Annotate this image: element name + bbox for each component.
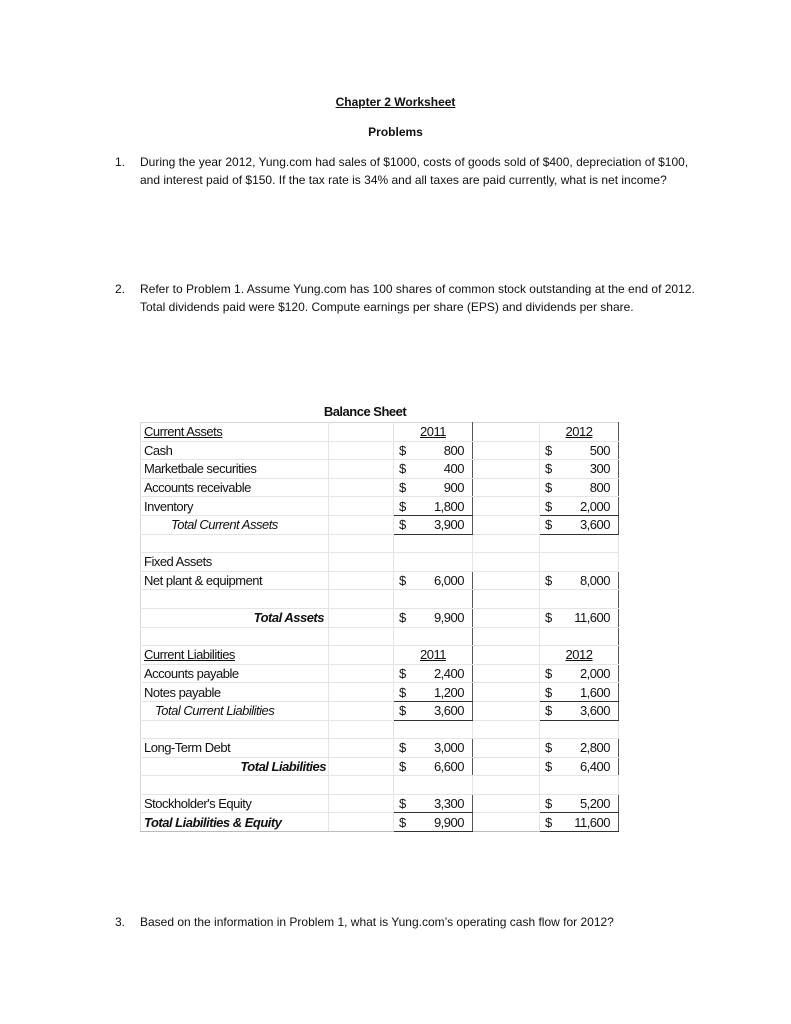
table-row bbox=[141, 794, 619, 813]
table-row bbox=[141, 646, 619, 665]
currency-symbol: $ bbox=[540, 497, 563, 516]
currency-symbol: $ bbox=[540, 683, 563, 702]
problem-text: Based on the information in Problem 1, what is Yung.com’s operating cash flow for 2012? bbox=[140, 915, 614, 929]
row-label: Total Liabilities & Equity bbox=[141, 813, 329, 832]
row-label: Fixed Assets bbox=[141, 553, 329, 572]
currency-symbol: $ bbox=[540, 739, 563, 758]
value-2012: 11,600 bbox=[562, 608, 619, 627]
row-label: Total Current Assets bbox=[141, 515, 329, 534]
currency-symbol: $ bbox=[394, 683, 417, 702]
value-2012: 1,600 bbox=[562, 683, 619, 702]
value-2011: 3,600 bbox=[416, 701, 473, 720]
currency-symbol: $ bbox=[394, 664, 417, 683]
value-2011: 900 bbox=[416, 478, 473, 497]
value-2011: 6,600 bbox=[416, 757, 473, 776]
table-row bbox=[141, 553, 619, 572]
value-2011: 6,000 bbox=[416, 571, 473, 590]
value-2012: 6,400 bbox=[562, 757, 619, 776]
row-label: Current Assets bbox=[141, 423, 329, 442]
currency-symbol: $ bbox=[394, 739, 417, 758]
table-row bbox=[141, 534, 619, 553]
currency-symbol: $ bbox=[394, 460, 417, 479]
row-label: Accounts receivable bbox=[141, 478, 329, 497]
row-label: Marketbale securities bbox=[141, 460, 329, 479]
currency-symbol: $ bbox=[394, 813, 417, 832]
value-2012: 3,600 bbox=[562, 515, 619, 534]
table-row bbox=[141, 571, 619, 590]
problem-2 bbox=[115, 280, 710, 316]
row-label: Inventory bbox=[141, 497, 329, 516]
row-label: Long-Term Debt bbox=[141, 739, 329, 758]
row-label: Net plant & equipment bbox=[141, 571, 329, 590]
value-2011: 2,400 bbox=[416, 664, 473, 683]
problem-text: During the year 2012, Yung.com had sales of $1000, costs of goods sold of $400, depreciation of $100, and interest paid of $150. If the tax rate is 34% and all taxes are paid currently, what is net income? bbox=[140, 155, 689, 187]
table-row bbox=[141, 460, 619, 479]
currency-symbol: $ bbox=[394, 794, 417, 813]
table-row bbox=[141, 720, 619, 739]
value-2012: 5,200 bbox=[562, 794, 619, 813]
currency-symbol: $ bbox=[394, 608, 417, 627]
value-2011: 9,900 bbox=[416, 608, 473, 627]
row-label: Total Liabilities bbox=[141, 757, 329, 776]
value-2012: 500 bbox=[562, 441, 619, 460]
currency-symbol: $ bbox=[540, 794, 563, 813]
row-label: Cash bbox=[141, 441, 329, 460]
table-row bbox=[141, 478, 619, 497]
balance-sheet-table bbox=[140, 422, 619, 832]
currency-symbol: $ bbox=[394, 441, 417, 460]
table-row bbox=[141, 423, 619, 442]
table-row bbox=[141, 515, 619, 534]
row-label: Total Current Liabilities bbox=[141, 701, 329, 720]
currency-symbol: $ bbox=[394, 757, 417, 776]
row-label: Current Liabilities bbox=[141, 646, 329, 665]
currency-symbol: $ bbox=[394, 497, 417, 516]
currency-symbol: $ bbox=[394, 571, 417, 590]
currency-symbol: $ bbox=[540, 571, 563, 590]
value-2012: 2,000 bbox=[562, 664, 619, 683]
row-label: Stockholder's Equity bbox=[141, 794, 329, 813]
year-2012-header: 2012 bbox=[540, 423, 619, 442]
value-2011: 1,200 bbox=[416, 683, 473, 702]
table-row bbox=[141, 776, 619, 795]
problem-number: 3. bbox=[115, 915, 126, 929]
currency-symbol: $ bbox=[540, 608, 563, 627]
value-2011: 400 bbox=[416, 460, 473, 479]
table-row bbox=[141, 813, 619, 832]
currency-symbol: $ bbox=[540, 664, 563, 683]
row-label: Notes payable bbox=[141, 683, 329, 702]
currency-symbol: $ bbox=[540, 757, 563, 776]
table-row bbox=[141, 757, 619, 776]
currency-symbol: $ bbox=[394, 515, 417, 534]
value-2011: 9,900 bbox=[416, 813, 473, 832]
problem-1 bbox=[115, 153, 710, 189]
value-2011: 800 bbox=[416, 441, 473, 460]
currency-symbol: $ bbox=[394, 701, 417, 720]
problem-number: 1. bbox=[115, 155, 126, 169]
year-2012-header: 2012 bbox=[540, 646, 619, 665]
currency-symbol: $ bbox=[394, 478, 417, 497]
table-row bbox=[141, 497, 619, 516]
value-2012: 8,000 bbox=[562, 571, 619, 590]
currency-symbol: $ bbox=[540, 701, 563, 720]
value-2011: 1,800 bbox=[416, 497, 473, 516]
currency-symbol: $ bbox=[540, 478, 563, 497]
currency-symbol: $ bbox=[540, 441, 563, 460]
table-row bbox=[141, 701, 619, 720]
table-row bbox=[141, 608, 619, 627]
value-2011: 3,000 bbox=[416, 739, 473, 758]
problems-heading: Problems bbox=[368, 125, 423, 139]
table-row bbox=[141, 739, 619, 758]
year-2011-header: 2011 bbox=[394, 423, 473, 442]
table-row bbox=[141, 590, 619, 609]
problem-number: 2. bbox=[115, 282, 126, 296]
problem-text: Refer to Problem 1. Assume Yung.com has 100 shares of common stock outstanding at the end of 2012. Total dividends paid were $120. Compute earnings per share (EPS) and dividends per share. bbox=[140, 282, 695, 314]
value-2012: 3,600 bbox=[562, 701, 619, 720]
currency-symbol: $ bbox=[540, 460, 563, 479]
value-2012: 2,000 bbox=[562, 497, 619, 516]
value-2012: 11,600 bbox=[562, 813, 619, 832]
balance-sheet-title: Balance Sheet bbox=[323, 404, 407, 419]
value-2012: 2,800 bbox=[562, 739, 619, 758]
worksheet-title: Chapter 2 Worksheet bbox=[335, 95, 456, 109]
value-2011: 3,300 bbox=[416, 794, 473, 813]
value-2012: 800 bbox=[562, 478, 619, 497]
problem-3 bbox=[115, 913, 710, 931]
table-row bbox=[141, 683, 619, 702]
table-row bbox=[141, 664, 619, 683]
value-2012: 300 bbox=[562, 460, 619, 479]
row-label: Total Assets bbox=[141, 608, 329, 627]
year-2011-header: 2011 bbox=[394, 646, 473, 665]
currency-symbol: $ bbox=[540, 515, 563, 534]
currency-symbol: $ bbox=[540, 813, 563, 832]
table-row bbox=[141, 627, 619, 646]
table-row bbox=[141, 441, 619, 460]
row-label: Accounts payable bbox=[141, 664, 329, 683]
value-2011: 3,900 bbox=[416, 515, 473, 534]
